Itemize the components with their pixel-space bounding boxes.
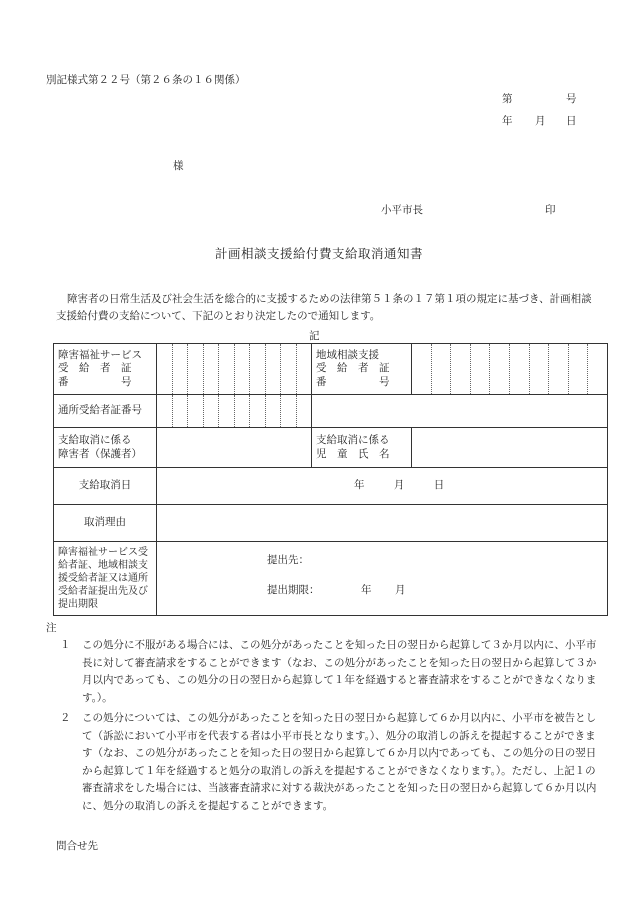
label-line: 支給取消に係る <box>316 434 390 446</box>
doc-number-go: 号 <box>566 93 577 105</box>
label-commute-cert: 通所受給者証番号 <box>54 395 157 428</box>
label-line: 番 号 <box>316 375 390 388</box>
row-persons <box>54 428 608 468</box>
label-welfare-cert <box>54 344 157 395</box>
child-value[interactable] <box>412 428 608 468</box>
label-line: 給者証、地域相談支 <box>58 560 148 571</box>
row-commute-cert <box>54 395 608 428</box>
label-line: 児 童 氏 名 <box>316 447 390 460</box>
label-line: 受給者証提出先及び <box>58 586 148 597</box>
label-line: 番 号 <box>58 375 132 388</box>
note-number: １ <box>60 639 71 651</box>
label-line: 障害者（保護者） <box>58 447 142 460</box>
document-title: 計画相談支援給付費支給取消通知書 <box>215 246 424 261</box>
cancel-date-year: 年 <box>354 479 365 492</box>
label-community-cert <box>312 344 412 395</box>
contact-label: 問合せ先 <box>56 840 98 852</box>
intro-paragraph: 障害者の日常生活及び社会生活を総合的に支援するための法律第５１条の１７第１項の規定に基づき、計画相談支援給付費の支給について、下記のとおり決定したので通知します。 <box>56 293 592 322</box>
commute-cert-digits[interactable] <box>157 395 312 428</box>
commute-cert-blank <box>312 395 608 428</box>
cancel-date-month: 月 <box>393 479 405 492</box>
date-month-label: 月 <box>535 115 546 127</box>
label-line: 受 給 者 証 <box>58 362 132 375</box>
label-line: 受 給 者 証 <box>316 362 390 375</box>
ki-heading: 記 <box>309 330 320 342</box>
mayor-name: 小平市長 <box>381 204 423 216</box>
label-line: 提出期限 <box>58 599 98 610</box>
notes-heading: 注 <box>46 622 57 634</box>
deadline-year: 年 <box>361 584 372 596</box>
row-reason <box>54 505 608 542</box>
note-number: ２ <box>60 712 71 724</box>
submission-destination: 提出先： <box>267 554 309 566</box>
label-person <box>54 428 157 468</box>
label-line: 支給取消に係る <box>58 434 132 446</box>
date-day-label: 日 <box>566 115 577 127</box>
cancel-date-day: 日 <box>433 479 445 492</box>
label-child <box>312 428 412 468</box>
note-item <box>60 710 600 815</box>
cancel-date-value[interactable] <box>157 468 608 505</box>
welfare-cert-digits[interactable] <box>157 344 312 395</box>
label-reason: 取消理由 <box>54 505 157 542</box>
notice-table <box>53 343 608 616</box>
row-submission <box>54 542 608 616</box>
row-certificate-numbers <box>54 344 608 395</box>
community-cert-digits[interactable] <box>412 344 608 395</box>
label-line: 援受給者証又は通所 <box>58 573 148 584</box>
note-item <box>60 637 600 707</box>
recipient-sama: 様 <box>173 160 184 172</box>
reason-value[interactable] <box>157 505 608 542</box>
submission-deadline: 提出期限： <box>267 584 320 596</box>
note-text: この処分については、この処分があったことを知った日の翌日から起算して６か月以内に、小平市を被告として（訴訟において小平市を代表する者は小平市長となります。）、処分の取消しの訴えを提起することができます（なお、この処分があったことを知った日の翌日から起算して６か月以内であっても、この処分の日の翌日から起算して１年を経過すると処分の取消しの訴えを提起することができなくなります。）。ただし、上記１の審査請求をした場合には、当該審査請求に対する裁決があったことを知った日の翌日から起算して６か月以内に、処分の取消しの訴えを提起することができます。 <box>82 712 597 812</box>
date-year-label: 年 <box>502 115 513 127</box>
form-number: 別記様式第２２号（第２６条の１６関係） <box>46 74 246 86</box>
label-cancel-date: 支給取消日 <box>54 468 157 505</box>
submission-value[interactable] <box>157 542 608 616</box>
deadline-month: 月 <box>395 584 406 596</box>
label-submission <box>54 542 157 616</box>
label-line: 地域相談支援 <box>316 348 379 361</box>
note-text: この処分に不服がある場合には、この処分があったことを知った日の翌日から起算して３か月以内に、小平市長に対して審査請求をすることができます（なお、この処分があったことを知った日の翌日から起算して３か月以内であっても、この処分の日の翌日から起算して１年を経過すると審査請求をすることができなくなります。）。 <box>82 639 597 704</box>
label-line: 障害福祉サービス受 <box>58 547 148 558</box>
seal-mark: 印 <box>545 204 556 216</box>
label-line: 障害福祉サービス <box>58 348 142 361</box>
doc-number-dai: 第 <box>502 93 513 105</box>
row-cancel-date <box>54 468 608 505</box>
person-value[interactable] <box>157 428 312 468</box>
